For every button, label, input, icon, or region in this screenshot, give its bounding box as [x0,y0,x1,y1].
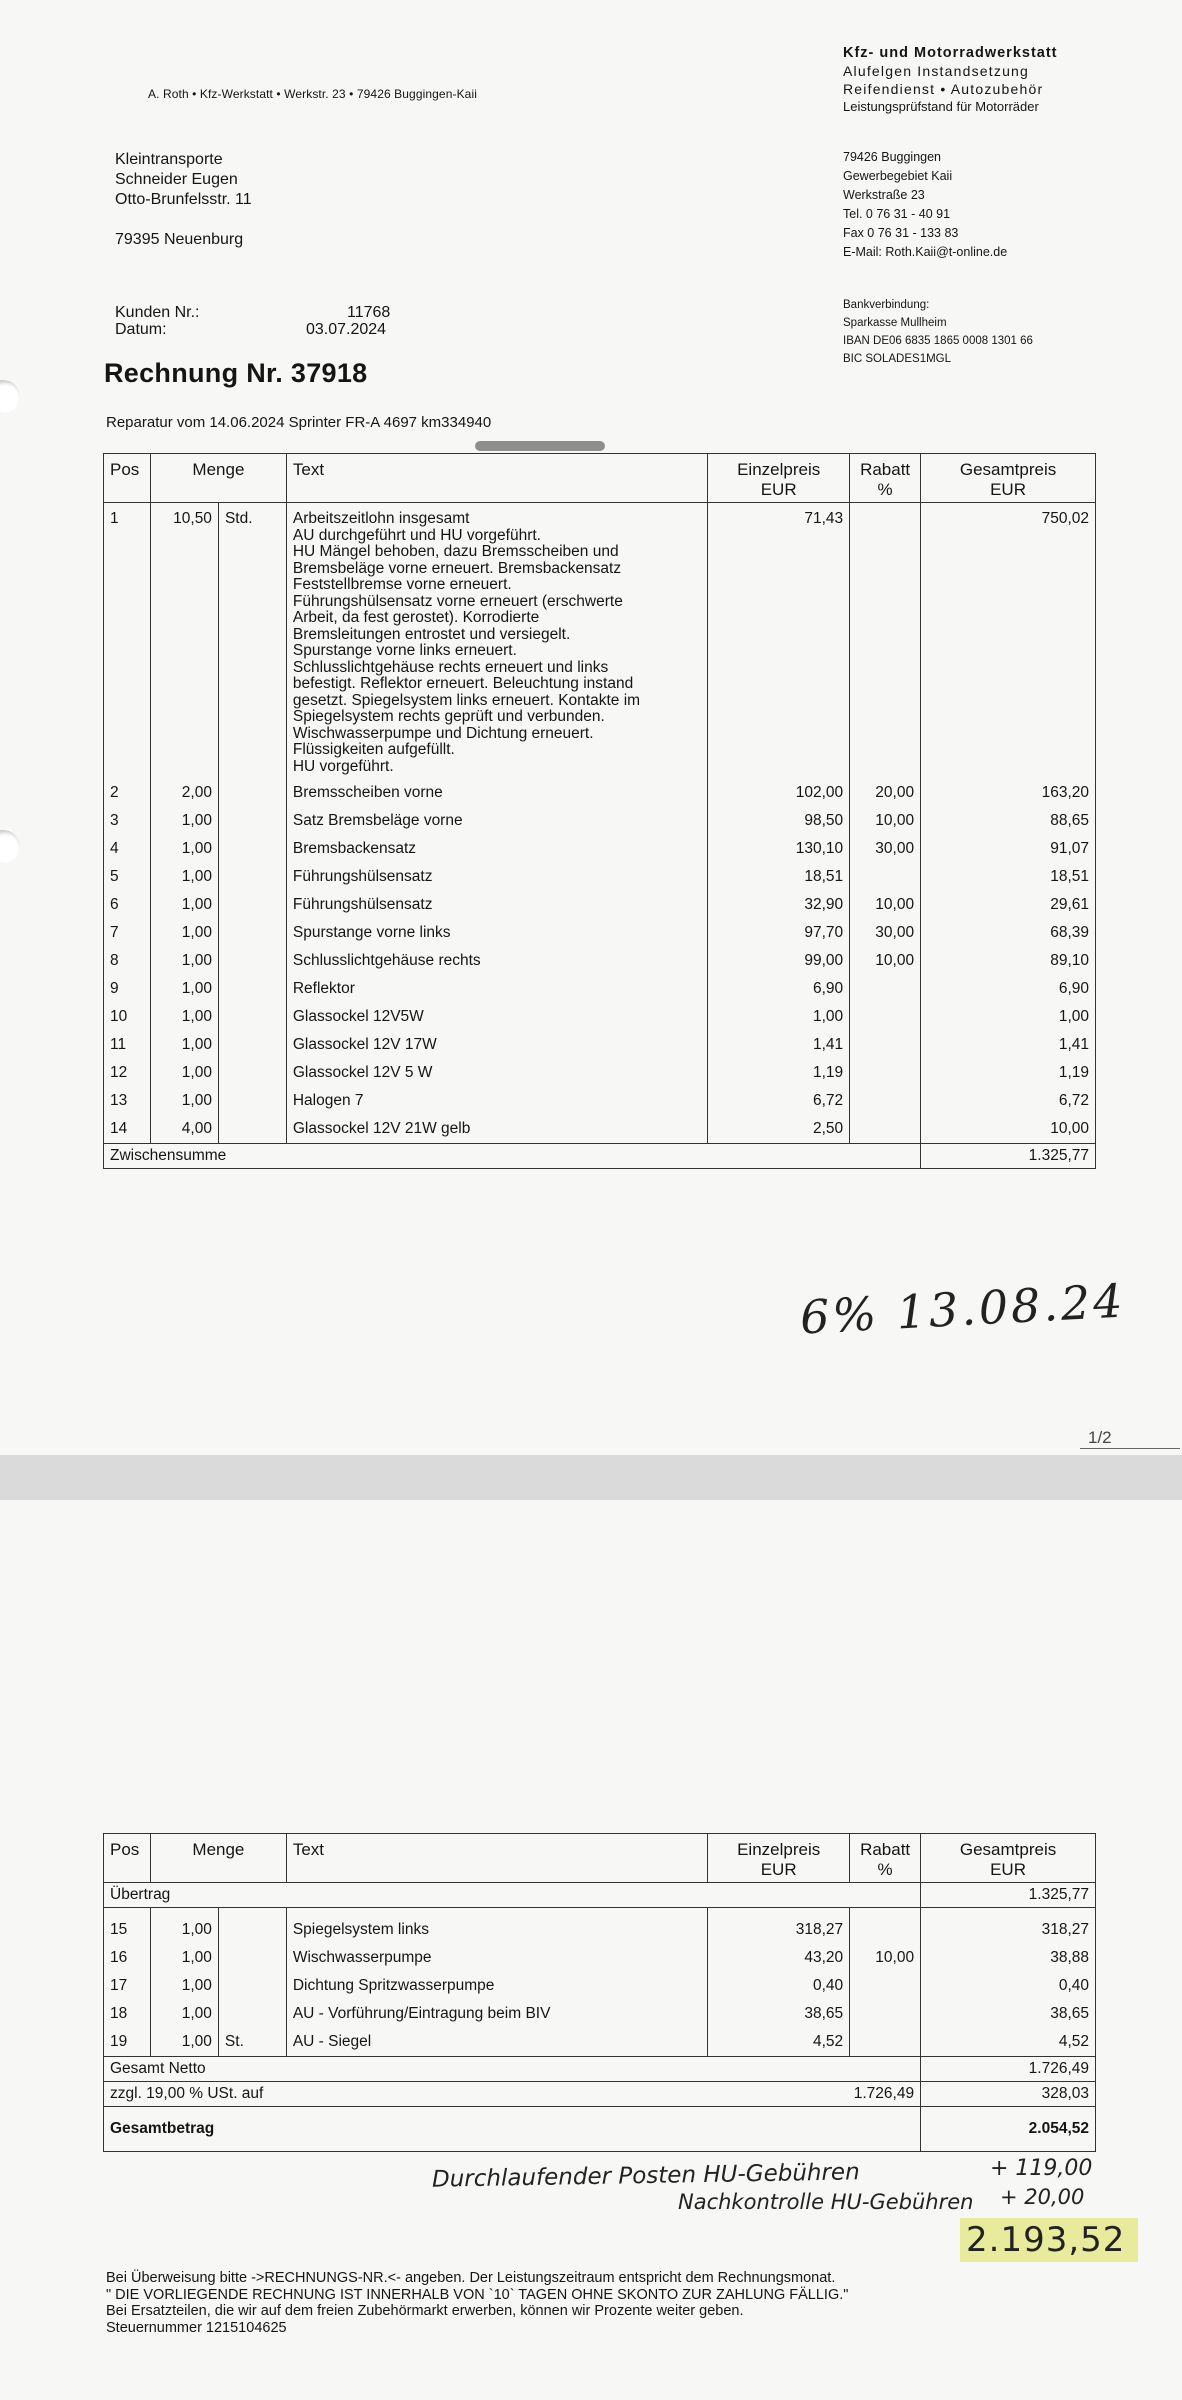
recipient-line: 79395 Neuenburg [115,231,244,248]
contact-line: Werkstraße 23 [843,188,925,202]
item-description-line: HU Mängel behoben, dazu Bremsscheiben und [292,543,619,560]
item-pos: 16 [104,1944,151,1972]
item-discount: 10,00 [850,947,921,975]
item-description: Schlusslichtgehäuse rechts [286,947,707,975]
bank-line: IBAN DE06 6835 1865 0008 1301 66 [843,335,1033,347]
item-title: Arbeitszeitlohn insgesamt [292,510,470,527]
table-row [104,1087,1096,1115]
item-pos: 10 [104,1003,151,1031]
col-einzelpreis-unit: EUR [760,480,797,499]
item-pos: 9 [104,975,151,1003]
col-text-header: Text [286,454,707,503]
item-quantity: 1,00 [150,947,218,975]
company-header [843,44,1094,116]
item-unit [218,779,286,807]
item-unit [218,919,286,947]
item-description: Satz Bremsbeläge vorne [286,807,707,835]
table-row [104,779,1096,807]
item-unit [218,1087,286,1115]
table-row [104,947,1096,975]
item-unit-price: 130,10 [708,835,850,863]
sender-address-line: A. Roth • Kfz-Werkstatt • Werkstr. 23 • 79426 Buggingen-Kaii [148,87,477,101]
table-row [104,1059,1096,1087]
col-rabatt-label: Rabatt [860,1840,911,1859]
item-description: AU - Siegel [286,2028,707,2057]
bank-line: BIC SOLADES1MGL [843,353,952,365]
item-total: 89,10 [921,947,1096,975]
item-pos: 13 [104,1087,151,1115]
col-gesamtpreis-unit: EUR [990,1860,1026,1879]
col-einzelpreis-header [708,454,850,503]
item-discount [850,1003,921,1031]
item-description-line: befestigt. Reflektor erneuert. Beleuchtung instand [292,675,634,692]
item-pos: 6 [104,891,151,919]
item-discount: 10,00 [850,1944,921,1972]
col-rabatt-unit: % [877,1860,893,1879]
item-description-line: gesetzt. Spiegelsystem links erneuert. Kontakte im [292,691,641,709]
recipient-line: Otto-Brunfelsstr. 11 [115,191,252,208]
punch-hole [0,830,20,864]
table-row [104,807,1096,835]
item-quantity: 1,00 [150,2028,218,2057]
net-total-label: Gesamt Netto [104,2057,921,2082]
invoice-meta [115,304,391,338]
item-quantity: 1,00 [150,807,218,835]
item-total: 38,65 [921,2000,1096,2028]
footer-line: Bei Überweisung bitte ->RECHNUNGS-NR.<- angeben. Der Leistungszeitraum entspricht dem Rechnungsmonat. [106,2270,836,2286]
item-total: 1,19 [921,1059,1096,1087]
table-row [104,1003,1096,1031]
col-gesamtpreis-header [921,454,1096,503]
item-unit-price: 43,20 [708,1944,850,1972]
item-pos: 17 [104,1972,151,2000]
item-description-line: Spurstange vorne links erneuert. [292,642,517,659]
item-unit: Std. [218,503,286,780]
item-description-line: Wischwasserpumpe und Dichtung erneuert. [292,724,594,742]
item-unit-price: 0,40 [708,1972,850,2000]
col-text-header: Text [286,1834,707,1883]
item-quantity: 1,00 [150,835,218,863]
item-description-line: Bremsleitungen entrostet und versiegelt. [292,625,571,643]
contact-line: 79426 Buggingen [843,150,942,164]
item-unit [218,947,286,975]
item-description: Glassockel 12V 21W gelb [286,1115,707,1144]
col-gesamtpreis-label: Gesamtpreis [959,460,1057,479]
item-quantity: 1,00 [150,1908,218,1945]
table-row [104,1115,1096,1144]
item-pos: 1 [104,503,151,780]
company-name: Kfz- und Motorradwerkstatt [843,45,1058,61]
invoice-table-page1 [103,453,1096,1169]
item-description: Bremsscheiben vorne [286,779,707,807]
item-quantity: 1,00 [150,863,218,891]
item-discount [850,503,921,780]
item-total: 1,00 [921,1003,1096,1031]
item-discount [850,2000,921,2028]
vat-label: zzgl. 19,00 % USt. auf [104,2082,708,2107]
item-total: 91,07 [921,835,1096,863]
col-rabatt-header [850,1834,921,1883]
item-total: 10,00 [921,1115,1096,1144]
item-quantity: 10,50 [150,503,218,780]
item-unit-price: 38,65 [708,2000,850,2028]
item-quantity: 1,00 [150,1031,218,1059]
item-total: 68,39 [921,919,1096,947]
item-unit [218,863,286,891]
bank-line: Bankverbindung: [843,299,930,311]
date-value: 03.07.2024 [306,321,387,338]
item-quantity: 1,00 [150,1059,218,1087]
item-unit: St. [218,2028,286,2057]
footer-line: Steuernummer 1215104625 [106,2319,287,2336]
col-rabatt-unit: % [877,480,893,499]
col-menge-header: Menge [150,454,286,503]
table-row [104,1031,1096,1059]
item-description: Spiegelsystem links [286,1908,707,1945]
footer-line: " DIE VORLIEGENDE RECHNUNG IST INNERHALB VON `10` TAGEN OHNE SKONTO ZUR ZAHLUNG FÄLLIG." [106,2286,849,2303]
item-quantity: 1,00 [150,1944,218,1972]
contact-line: Fax 0 76 31 - 133 83 [843,226,959,240]
table-row [104,2000,1096,2028]
item-description-line: Flüssigkeiten aufgefüllt. [292,741,455,758]
item-unit-price: 99,00 [708,947,850,975]
item-discount [850,975,921,1003]
item-unit-price: 4,52 [708,2028,850,2057]
item-unit [218,1908,286,1945]
item-unit-price: 18,51 [708,863,850,891]
item-quantity: 1,00 [150,1087,218,1115]
item-discount [850,1972,921,2000]
item-description-line: Führungshülsensatz vorne erneuert (erschwerte [292,592,623,610]
item-unit [218,1059,286,1087]
item-description-line: AU durchgeführt und HU vorgeführt. [292,526,541,544]
grand-total-label: Gesamtbetrag [104,2107,921,2152]
customer-number-label: Kunden Nr.: [115,304,200,321]
item-pos: 19 [104,2028,151,2057]
bank-details [843,296,1033,368]
item-description-line: HU vorgeführt. [292,757,394,775]
page-number: 1/2 [1088,1428,1112,1447]
item-unit [218,1944,286,1972]
date-label: Datum: [115,321,167,338]
item-pos: 11 [104,1031,151,1059]
contact-line: Gewerbegebiet Kaii [843,169,953,183]
item-description: Spurstange vorne links [286,919,707,947]
handwritten-recheck-value: + 20,00 [1000,2185,1085,2209]
table-row [104,1972,1096,2000]
vat-base: 1.726,49 [708,2082,921,2107]
item-total: 88,65 [921,807,1096,835]
item-total: 163,20 [921,779,1096,807]
item-quantity: 1,00 [150,975,218,1003]
col-einzelpreis-unit: EUR [760,1860,797,1879]
item-unit [218,807,286,835]
redaction-scribble [475,441,605,451]
item-discount [850,1115,921,1144]
item-unit-price: 2,50 [708,1115,850,1144]
item-description: Glassockel 12V 17W [286,1031,707,1059]
item-pos: 15 [104,1908,151,1945]
bank-line: Sparkasse Mullheim [843,317,947,329]
item-unit-price: 1,00 [708,1003,850,1031]
item-description: AU - Vorführung/Eintragung beim BIV [286,2000,707,2028]
item-discount: 20,00 [850,779,921,807]
col-gesamtpreis-header [921,1834,1096,1883]
contact-line: Tel. 0 76 31 - 40 91 [843,207,951,221]
item-description: Reflektor [286,975,707,1003]
col-einzelpreis-header [708,1834,850,1883]
item-unit-price: 6,90 [708,975,850,1003]
item-unit-price: 1,41 [708,1031,850,1059]
item-quantity: 1,00 [150,2000,218,2028]
item-discount [850,1059,921,1087]
item-discount [850,2028,921,2057]
carry-over-label: Übertrag [104,1883,921,1908]
item-pos: 3 [104,807,151,835]
item-total: 1,41 [921,1031,1096,1059]
item-pos: 18 [104,2000,151,2028]
col-menge-header: Menge [150,1834,286,1883]
item-discount: 10,00 [850,807,921,835]
net-total-value: 1.726,49 [921,2057,1096,2082]
item-description: Bremsbackensatz [286,835,707,863]
page-number-rule [1080,1448,1180,1449]
page-separator [0,1455,1182,1500]
item-unit [218,835,286,863]
handwritten-recheck-note: Nachkontrolle HU-Gebühren [678,2190,974,2214]
item-discount: 30,00 [850,919,921,947]
item-total: 6,72 [921,1087,1096,1115]
subtotal-value: 1.325,77 [921,1144,1096,1169]
item-unit [218,1972,286,2000]
subtotal-label: Zwischensumme [104,1144,921,1169]
col-gesamtpreis-unit: EUR [990,480,1026,499]
table-row [104,891,1096,919]
item-total: 0,40 [921,1972,1096,2000]
item-description: Glassockel 12V 5 W [286,1059,707,1087]
item-unit-price: 32,90 [708,891,850,919]
col-einzelpreis-label: Einzelpreis [737,1840,821,1859]
item-unit [218,1115,286,1144]
item-unit-price: 6,72 [708,1087,850,1115]
col-rabatt-header [850,454,921,503]
item-pos: 4 [104,835,151,863]
item-total: 6,90 [921,975,1096,1003]
company-service: Leistungsprüfstand für Motorräder [843,99,1039,114]
item-quantity: 1,00 [150,1972,218,2000]
item-quantity: 2,00 [150,779,218,807]
item-discount: 10,00 [850,891,921,919]
item-total: 4,52 [921,2028,1096,2057]
item-total: 318,27 [921,1908,1096,1945]
grand-total-value: 2.054,52 [921,2107,1096,2152]
item-pos: 14 [104,1115,151,1144]
handwritten-hu-fees-value: + 119,00 [990,2156,1093,2181]
item-description: Glassockel 12V5W [286,1003,707,1031]
recipient-line: Kleintransporte [115,151,223,168]
handwritten-hu-fees-note: Durchlaufender Posten HU-Gebühren [431,2159,860,2193]
col-gesamtpreis-label: Gesamtpreis [959,1840,1057,1859]
invoice-page-2 [0,1500,1182,2400]
recipient-line [115,210,252,230]
item-quantity: 1,00 [150,1003,218,1031]
invoice-title: Rechnung Nr. 37918 [104,358,368,388]
item-unit [218,1003,286,1031]
item-quantity: 4,00 [150,1115,218,1144]
handwritten-date: 6% 13.08.24 [798,1273,1127,1345]
repair-line: Reparatur vom 14.06.2024 Sprinter FR-A 4697 km334940 [106,414,492,431]
item-description: Führungshülsensatz [286,863,707,891]
company-service: Reifendienst • Autozubehör [843,81,1044,97]
table-row [104,919,1096,947]
item-discount [850,1087,921,1115]
item-quantity: 1,00 [150,919,218,947]
contact-line: E-Mail: Roth.Kaii@t-online.de [843,245,1008,259]
item-unit [218,891,286,919]
carry-over-value: 1.325,77 [921,1883,1096,1908]
item-description-line: Spiegelsystem rechts geprüft und verbunden. [292,708,605,725]
table-row [104,503,1096,780]
item-unit-price: 1,19 [708,1059,850,1087]
item-discount: 30,00 [850,835,921,863]
item-quantity: 1,00 [150,891,218,919]
item-unit [218,1031,286,1059]
item-description [286,503,707,780]
recipient-address [115,150,252,250]
punch-hole [0,380,20,414]
item-unit-price: 97,70 [708,919,850,947]
item-description-line: Bremsbeläge vorne erneuert. Bremsbackensatz [292,559,622,577]
footer-line: Bei Ersatzteilen, die wir auf dem freien Zubehörmarkt erwerben, können wir Prozente weiter geben. [106,2303,744,2319]
handwritten-final-total: 2.193,52 [966,2220,1126,2260]
item-total: 38,88 [921,1944,1096,1972]
item-unit-price: 318,27 [708,1908,850,1945]
item-discount [850,1031,921,1059]
company-contact [843,148,1007,262]
item-total: 29,61 [921,891,1096,919]
table-row [104,1944,1096,1972]
item-pos: 2 [104,779,151,807]
item-pos: 8 [104,947,151,975]
col-rabatt-label: Rabatt [860,460,911,479]
col-pos-header: Pos [104,454,151,503]
recipient-line: Schneider Eugen [115,171,238,188]
item-description: Wischwasserpumpe [286,1944,707,1972]
col-einzelpreis-label: Einzelpreis [737,460,821,479]
col-pos-header: Pos [104,1834,151,1883]
payment-terms-footer [106,2270,848,2336]
item-unit-price: 71,43 [708,503,850,780]
item-unit [218,2000,286,2028]
item-description-line: Arbeit, da fest gerostet). Korrodierte [292,609,540,626]
table-row [104,1908,1096,1945]
item-discount [850,1908,921,1945]
item-discount [850,863,921,891]
table-row [104,863,1096,891]
table-row [104,2028,1096,2057]
item-total: 18,51 [921,863,1096,891]
item-description: Halogen 7 [286,1087,707,1115]
item-unit-price: 102,00 [708,779,850,807]
company-service: Alufelgen Instandsetzung [843,63,1030,79]
table-row [104,835,1096,863]
item-unit [218,975,286,1003]
customer-number-value: 11768 [347,304,391,321]
item-description: Dichtung Spritzwasserpumpe [286,1972,707,2000]
invoice-table-page2 [103,1833,1096,2152]
item-total: 750,02 [921,503,1096,780]
table-row [104,975,1096,1003]
item-pos: 12 [104,1059,151,1087]
item-pos: 5 [104,863,151,891]
item-description: Führungshülsensatz [286,891,707,919]
item-unit-price: 98,50 [708,807,850,835]
vat-value: 328,03 [921,2082,1096,2107]
item-description-line: Schlusslichtgehäuse rechts erneuert und links [292,658,609,676]
item-pos: 7 [104,919,151,947]
item-description-line: Feststellbremse vorne erneuert. [292,576,512,593]
